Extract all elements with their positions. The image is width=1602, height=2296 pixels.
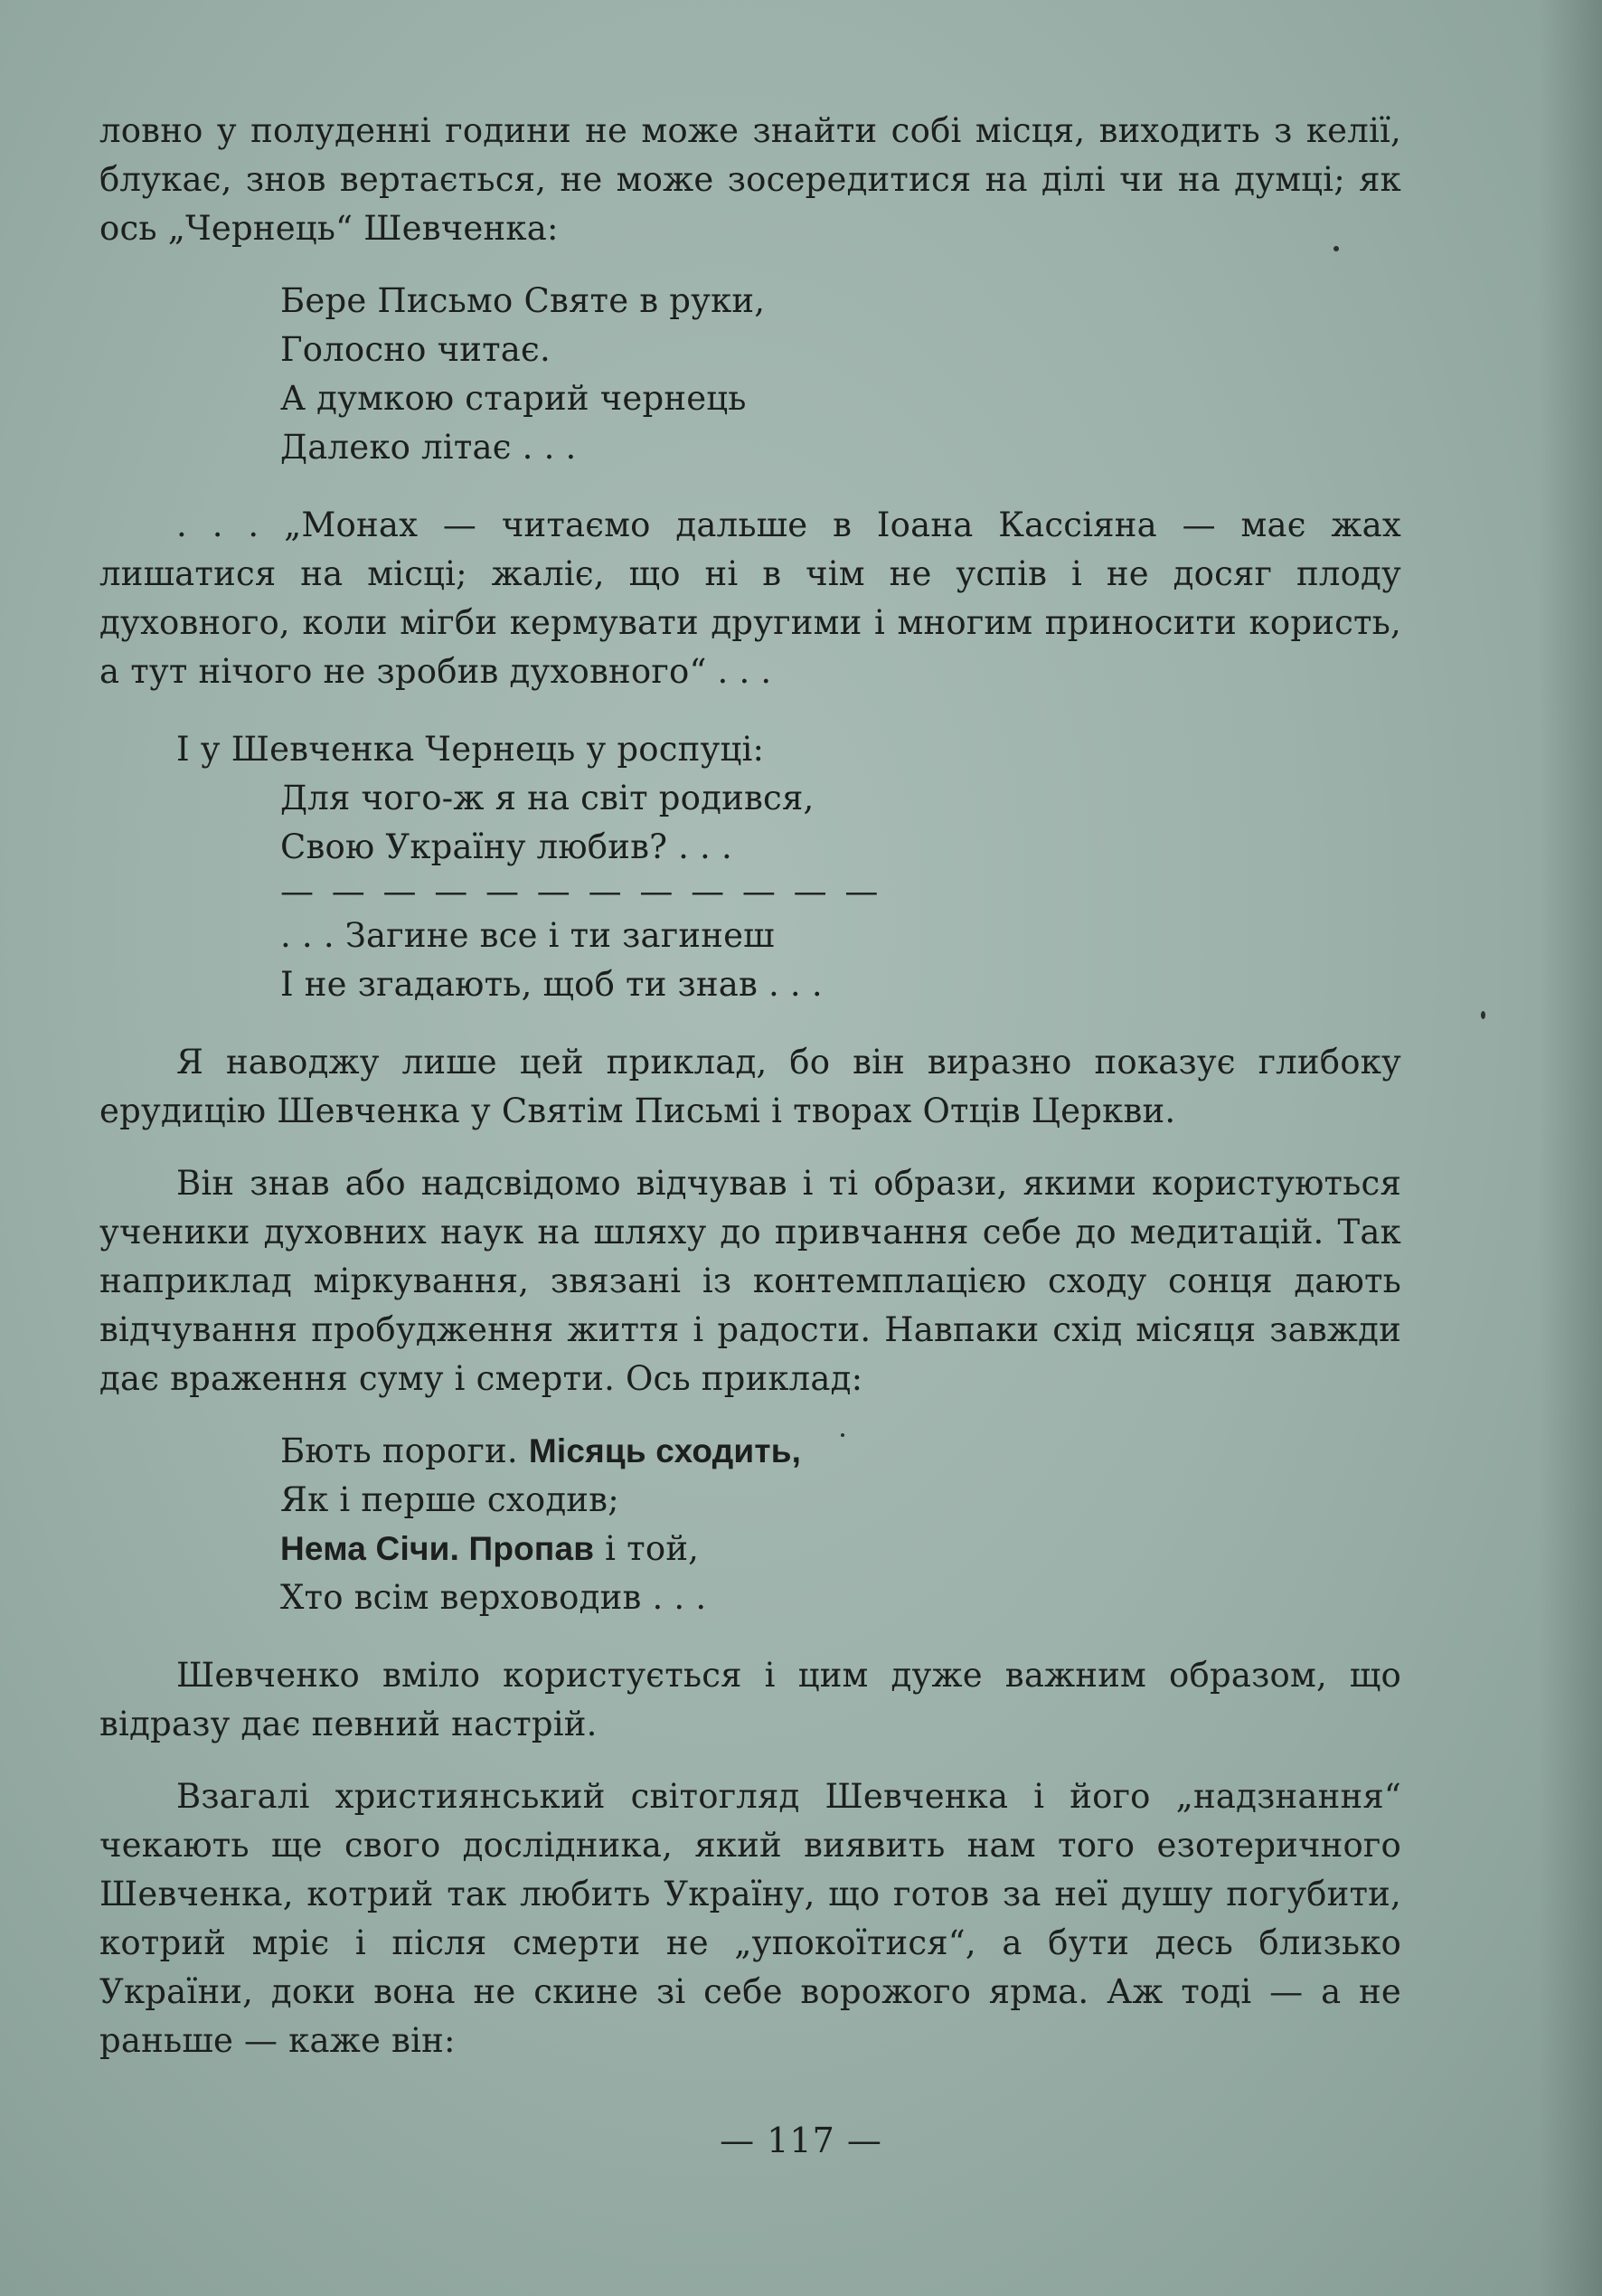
verse-porohy xyxy=(99,1427,1401,1622)
verse-text: Бють пороги. xyxy=(280,1431,529,1470)
verse-line: Для чого-ж я на світ родився, xyxy=(280,779,815,817)
verse-line: Свою Україну любив? . . . xyxy=(280,827,732,866)
paragraph-quote-kassian: . . . „Монах — читаємо дальше в Іоана Кассіяна — має жах лишатися на місці; жаліє, що ні в чім не успів і не досяг плоду духовного, коли мігби кермувати другими і многим приносити користь, а тут нічого не зробив духовного“ . . . xyxy=(99,505,1401,691)
verse-divider: — — — — — — — — — — — — xyxy=(280,872,882,911)
verse-line: Бере Письмо Святе в руки, xyxy=(280,281,766,320)
verse-line: . . . Загине все і ти загинеш xyxy=(280,916,775,955)
verse-line: Хто всім верховодив . . . xyxy=(280,1578,707,1617)
paragraph-worldview: Взагалі християнський світогляд Шевченка і його „надзнання“ чекають ще свого дослідника, який виявить нам того езотеричного Шевченка, котрий так любить Україну, що готов за неї душу погубити, котрий мріє і після смерти не „упокоїтися“, а бути десь близько України, доки вона не скине зі себе ворожого ярма. Аж тоді — а не раньше — каже він: xyxy=(99,1777,1401,2060)
verse-emphasis: Місяць сходить, xyxy=(528,1432,802,1469)
verse-line: А думкою старий чернець xyxy=(280,379,747,418)
paragraph-mood: Шевченко вміло користується і цим дуже важним образом, що відразу дає певний настрій. xyxy=(99,1656,1401,1743)
verse-line xyxy=(280,1525,1401,1573)
verse-line: Голосно читає. xyxy=(280,330,551,369)
print-speck xyxy=(1481,1011,1485,1019)
paragraph-1: ловно у полуденні години не може знайти собі місця, виходить з келії, блукає, знов вертається, не може зосередитися на ділі чи на думці; як ось „Чернець“ Шевченка: xyxy=(99,111,1401,248)
verse-line: Далеко літає . . . xyxy=(280,428,577,467)
verse-line: І не згадають, щоб ти знав . . . xyxy=(280,965,823,1004)
page-number: — 117 — xyxy=(720,2121,882,2160)
paragraph-intro-verse: І у Шевченка Чернець у роспуці: xyxy=(176,730,765,769)
verse-text: і той, xyxy=(594,1529,700,1568)
verse-rospuka xyxy=(99,774,1401,1009)
paragraph-meditation: Він знав або надсвідомо відчував і ті образи, якими користуються ученики духовних наук на шляху до привчання себе до медитацій. Так наприклад міркування, звязані із контемплацією сходу сонця дають відчування пробудження життя і радости. Навпаки схід місяця завжди дає враження суму і смерти. Ось приклад: xyxy=(99,1164,1401,1398)
verse-emphasis: Нема Січи. Пропав xyxy=(280,1530,595,1567)
print-speck xyxy=(1333,246,1339,251)
verse-chernets xyxy=(99,277,1401,472)
print-speck xyxy=(841,1433,844,1437)
paragraph-erudition: Я наводжу лише цей приклад, бо він виразно показує глибоку ерудицію Шевченка у Святім Письмі і творах Отців Церкви. xyxy=(99,1043,1401,1130)
verse-line: Як і перше сходив; xyxy=(280,1480,619,1519)
page-text xyxy=(99,107,1401,2065)
